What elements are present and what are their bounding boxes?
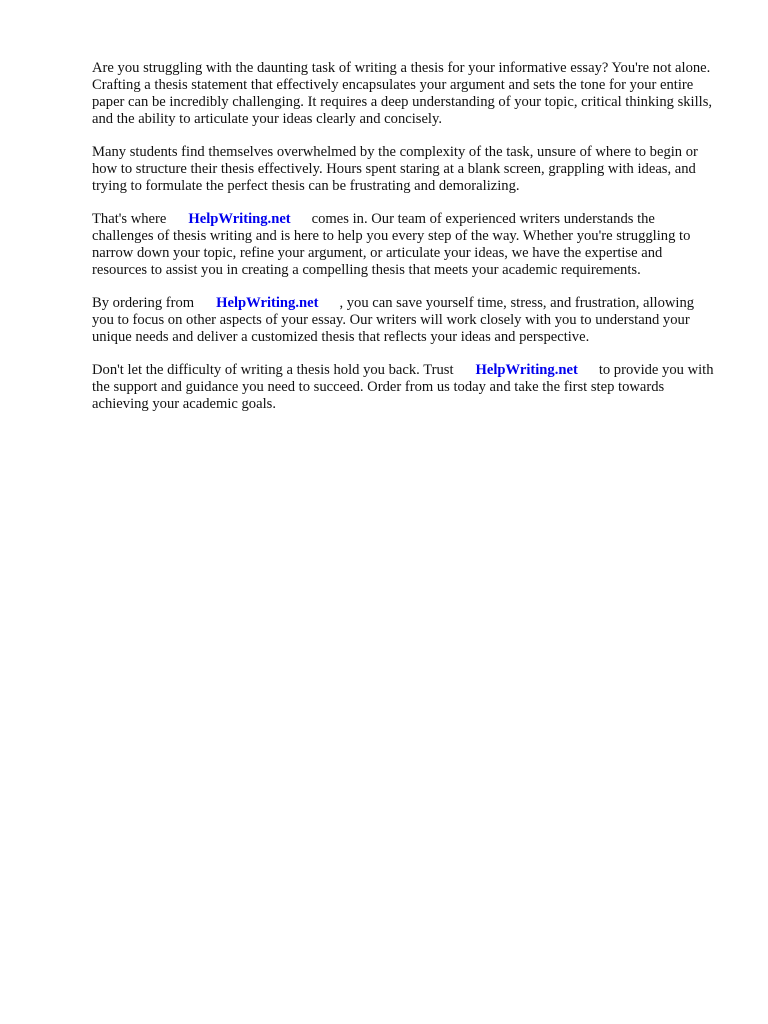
paragraph-text: Many students find themselves overwhelmed by the complexity of the task, unsure of where to begin or how to structure their thesis effectively. Hours spent staring at a blank screen, grappling with ideas, and trying to formulate the perfect thesis can be frustrating and demoralizing. bbox=[92, 144, 698, 194]
paragraph-intro bbox=[92, 60, 716, 128]
paragraph-overwhelmed bbox=[92, 144, 716, 195]
paragraph-thats-where bbox=[92, 211, 716, 279]
helpwriting-link[interactable]: HelpWriting.net bbox=[216, 295, 319, 311]
paragraph-text: , you can save yourself time, stress, and frustration, allowing you to focus on other aspects of your essay. Our writers will work closely with you to understand your unique needs and deliver a customized thesis that reflects your ideas and perspective. bbox=[92, 295, 695, 345]
paragraph-text: Don't let the difficulty of writing a thesis hold you back. Trust bbox=[92, 362, 454, 378]
paragraph-text: Are you struggling with the daunting task of writing a thesis for your informative essay? You're not alone. Crafting a thesis statement that effectively encapsulates your argument and sets the tone for your entire paper can be incredibly challenging. It requires a deep understanding of your topic, critical thinking skills, and the ability to articulate your ideas clearly and concisely. bbox=[92, 60, 713, 127]
paragraph-text: comes in. Our team of experienced writers understands the challenges of thesis writing and is here to help you every step of the way. Whether you're struggling to narrow down your topic, refine your argument, or articulate your ideas, we have the expertise and resources to assist you in creating a compelling thesis that meets your academic requirements. bbox=[92, 211, 691, 278]
paragraph-trust bbox=[92, 362, 716, 413]
paragraph-text: That's where bbox=[92, 211, 167, 227]
helpwriting-link[interactable]: HelpWriting.net bbox=[475, 362, 578, 378]
document-body bbox=[92, 60, 716, 429]
paragraph-text: to provide you with the support and guidance you need to succeed. Order from us today and take the first step towards achieving your academic goals. bbox=[92, 362, 714, 412]
paragraph-text: By ordering from bbox=[92, 295, 195, 311]
paragraph-ordering bbox=[92, 295, 716, 346]
helpwriting-link[interactable]: HelpWriting.net bbox=[188, 211, 291, 227]
